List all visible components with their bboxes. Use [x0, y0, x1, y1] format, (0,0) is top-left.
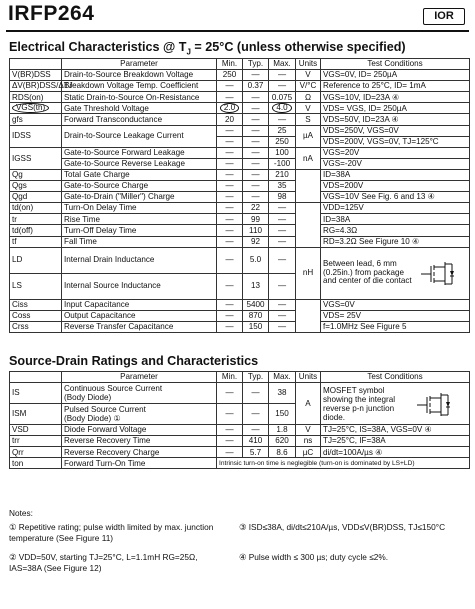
elec-typ: 150 — [243, 321, 269, 332]
source-drain-table — [9, 371, 470, 469]
elec-test-condition: VGS=-20V — [321, 158, 470, 169]
elec-header-2: Typ. — [243, 59, 269, 70]
sd-units: µC — [296, 447, 321, 458]
sd-header-5: Test Conditions — [321, 372, 470, 383]
elec-symbol: td(off) — [10, 225, 62, 236]
elec-header-4: Units — [296, 59, 321, 70]
sd-header-row — [10, 372, 470, 383]
sd-row — [10, 425, 470, 436]
elec-typ: — — [243, 92, 269, 103]
elec-units: nA — [296, 147, 321, 169]
elec-min: — — [217, 92, 243, 103]
elec-max: — — [269, 310, 296, 321]
note-1: ① Repetitive rating; pulse width limited by max. junction temperature (See Figure 11) — [9, 522, 214, 543]
elec-min: — — [217, 81, 243, 92]
elec-test-condition: RG=4.3Ω — [321, 225, 470, 236]
elec-max: — — [269, 321, 296, 332]
elec-typ: — — [243, 114, 269, 125]
elec-typ: — — [243, 192, 269, 203]
elec-units: µA — [296, 125, 321, 147]
elec-min: — — [217, 225, 243, 236]
sd-units: ns — [296, 436, 321, 447]
sd-symbol: trr — [10, 436, 62, 447]
elec-parameter: Gate-to-Source Reverse Leakage — [62, 158, 217, 169]
elec-title-a: Electrical Characteristics @ T — [9, 40, 187, 54]
electrical-characteristics-table — [9, 58, 470, 333]
elec-row — [10, 236, 470, 247]
elec-typ: — — [243, 136, 269, 147]
elec-symbol: Crss — [10, 321, 62, 332]
sd-header-symbol — [10, 372, 62, 383]
elec-parameter: Fall Time — [62, 236, 217, 247]
elec-test-condition: VGS=20V — [321, 147, 470, 158]
elec-parameter: Gate-to-Source Forward Leakage — [62, 147, 217, 158]
sd-parameter — [62, 383, 217, 404]
elec-title-sub: J — [186, 47, 191, 57]
elec-parameter: Gate-to-Drain ("Miller") Charge — [62, 192, 217, 203]
sd-typ: 5.7 — [243, 447, 269, 458]
elec-min: — — [217, 203, 243, 214]
elec-symbol: ΔV(BR)DSS/ΔTJ — [10, 81, 62, 92]
elec-test-condition: VGS=0V, ID= 250µA — [321, 70, 470, 81]
vgs-th-max-highlight: 4.0 — [272, 103, 291, 113]
elec-min: — — [217, 181, 243, 192]
elec-symbol: LD — [10, 247, 62, 273]
elec-typ: — — [243, 103, 269, 114]
mosfet-symbol-icon — [419, 260, 459, 286]
sd-test-condition: di/dt=100A/µs ④ — [321, 447, 470, 458]
elec-parameter: Internal Source Inductance — [62, 273, 217, 299]
elec-max: — — [269, 203, 296, 214]
elec-row — [10, 310, 470, 321]
elec-typ: — — [243, 158, 269, 169]
sd-min: — — [217, 447, 243, 458]
elec-test-condition: VGS=10V, ID=23A ④ — [321, 92, 470, 103]
elec-min: — — [217, 136, 243, 147]
sd-units: A — [296, 383, 321, 425]
elec-max: 25 — [269, 125, 296, 136]
elec-row — [10, 321, 470, 332]
elec-test-condition: VGS=0V — [321, 299, 470, 310]
elec-symbol: RDS(on) — [10, 92, 62, 103]
elec-max: -100 — [269, 158, 296, 169]
elec-header-1: Min. — [217, 59, 243, 70]
elec-min: — — [217, 158, 243, 169]
elec-title-b: = 25°C (unless otherwise specified) — [190, 40, 406, 54]
elec-typ: 5.0 — [243, 247, 269, 273]
sd-header-1: Min. — [217, 372, 243, 383]
mosfet-symbol-icon — [415, 391, 455, 417]
sd-min: — — [217, 404, 243, 425]
elec-row — [10, 158, 470, 169]
sd-symbol: ton — [10, 458, 62, 469]
elec-max: — — [269, 70, 296, 81]
sd-test-condition: TJ=25°C, IS=38A, VGS=0V ④ — [321, 425, 470, 436]
ior-logo: IOR — [423, 8, 465, 25]
sd-max: 1.8 — [269, 425, 296, 436]
elec-parameter: Static Drain-to-Source On-Resistance — [62, 92, 217, 103]
elec-max: 35 — [269, 181, 296, 192]
elec-row — [10, 147, 470, 158]
elec-max — [269, 103, 296, 114]
elec-test-condition: VDS= VGS, ID= 250µA — [321, 103, 470, 114]
elec-units: V/°C — [296, 81, 321, 92]
sd-test-condition: TJ=25°C, IF=38A — [321, 436, 470, 447]
page-header — [6, 2, 469, 32]
elec-min: — — [217, 273, 243, 299]
elec-row — [10, 169, 470, 180]
elec-units: Ω — [296, 92, 321, 103]
elec-parameter: Turn-On Delay Time — [62, 203, 217, 214]
elec-test-condition: VDS=250V, VGS=0V — [321, 125, 470, 136]
elec-max: — — [269, 81, 296, 92]
elec-min: — — [217, 214, 243, 225]
sd-symbol: IS — [10, 383, 62, 404]
elec-max: 98 — [269, 192, 296, 203]
sd-typ: — — [243, 383, 269, 404]
sd-mosfet-condition — [321, 383, 470, 425]
elec-units — [296, 299, 321, 332]
elec-test-condition: Reference to 25°C, ID= 1mA — [321, 81, 470, 92]
elec-test-condition: ID=38A — [321, 214, 470, 225]
elec-units: nH — [296, 247, 321, 299]
elec-parameter: Turn-Off Delay Time — [62, 225, 217, 236]
elec-min: 250 — [217, 70, 243, 81]
elec-symbol: gfs — [10, 114, 62, 125]
sd-header-4: Units — [296, 372, 321, 383]
sd-typ: — — [243, 404, 269, 425]
sd-min: — — [217, 383, 243, 404]
elec-test-condition: VDS=50V, ID=23A ④ — [321, 114, 470, 125]
elec-row — [10, 192, 470, 203]
elec-parameter: Breakdown Voltage Temp. Coefficient — [62, 81, 217, 92]
sd-header-0: Parameter — [62, 372, 217, 383]
source-drain-title: Source-Drain Ratings and Characteristics — [9, 354, 259, 368]
elec-max: 100 — [269, 147, 296, 158]
elec-parameter: Drain-to-Source Leakage Current — [62, 125, 217, 147]
sd-row — [10, 458, 470, 469]
elec-typ: — — [243, 169, 269, 180]
elec-parameter: Rise Time — [62, 214, 217, 225]
elec-row — [10, 225, 470, 236]
elec-typ: — — [243, 147, 269, 158]
elec-max: 210 — [269, 169, 296, 180]
elec-max: 250 — [269, 136, 296, 147]
elec-row — [10, 203, 470, 214]
elec-typ: 22 — [243, 203, 269, 214]
elec-row — [10, 92, 470, 103]
elec-symbol: LS — [10, 273, 62, 299]
elec-min: — — [217, 125, 243, 136]
elec-units — [296, 169, 321, 202]
elec-min: — — [217, 247, 243, 273]
elec-typ: 110 — [243, 225, 269, 236]
elec-typ: 0.37 — [243, 81, 269, 92]
elec-units: V — [296, 70, 321, 81]
elec-typ: 870 — [243, 310, 269, 321]
elec-parameter: Gate-to-Source Charge — [62, 181, 217, 192]
sd-header-2: Typ. — [243, 372, 269, 383]
elec-test-condition: VGS=10V See Fig. 6 and 13 ④ — [321, 192, 470, 203]
elec-test-condition: VDD=125V — [321, 203, 470, 214]
elec-symbol: IDSS — [10, 125, 62, 147]
elec-min: — — [217, 169, 243, 180]
elec-min: — — [217, 192, 243, 203]
sd-units: V — [296, 425, 321, 436]
elec-typ: 92 — [243, 236, 269, 247]
elec-symbol: Qgd — [10, 192, 62, 203]
mosfet-symbol-label: MOSFET symbol — [323, 385, 385, 395]
sd-max: 620 — [269, 436, 296, 447]
elec-max: — — [269, 114, 296, 125]
elec-max: — — [269, 214, 296, 225]
sd-typ: — — [243, 425, 269, 436]
elec-header-row — [10, 59, 470, 70]
elec-max: — — [269, 247, 296, 273]
sd-max: 38 — [269, 383, 296, 404]
elec-test-condition: RD=3.2Ω See Figure 10 ④ — [321, 236, 470, 247]
elec-typ: 13 — [243, 273, 269, 299]
sd-parameter-line1: Reverse Recovery Time — [64, 436, 151, 446]
elec-max: 0.075 — [269, 92, 296, 103]
elec-test-condition: ID=38A — [321, 169, 470, 180]
elec-typ: — — [243, 70, 269, 81]
elec-test-condition: VDS= 25V — [321, 310, 470, 321]
elec-symbol: Ciss — [10, 299, 62, 310]
elec-max: — — [269, 225, 296, 236]
elec-parameter: Drain-to-Source Breakdown Voltage — [62, 70, 217, 81]
elec-typ: 99 — [243, 214, 269, 225]
sd-parameter — [62, 436, 217, 447]
elec-min: — — [217, 321, 243, 332]
elec-parameter: Reverse Transfer Capacitance — [62, 321, 217, 332]
elec-symbol: V(BR)DSS — [10, 70, 62, 81]
note-2: ② VDD=50V, starting TJ=25°C, L=1.1mH RG=25Ω, IAS=38A (See Figure 12) — [9, 552, 198, 573]
elec-units — [296, 203, 321, 247]
elec-symbol: td(on) — [10, 203, 62, 214]
elec-test-condition: VDS=200V, VGS=0V, TJ=125°C — [321, 136, 470, 147]
elec-typ: 5400 — [243, 299, 269, 310]
elec-test-condition: VDS=200V — [321, 181, 470, 192]
elec-header-5: Test Conditions — [321, 59, 470, 70]
sd-min: — — [217, 436, 243, 447]
elec-header-3: Max. — [269, 59, 296, 70]
sd-max: 8.6 — [269, 447, 296, 458]
elec-symbol — [10, 103, 62, 114]
elec-typ: — — [243, 181, 269, 192]
elec-symbol: IGSS — [10, 147, 62, 169]
sd-symbol: VSD — [10, 425, 62, 436]
elec-min: — — [217, 236, 243, 247]
sd-parameter-line1: Continuous Source Current — [64, 383, 163, 393]
sd-parameter-line2: (Body Diode) — [64, 393, 112, 403]
sd-parameter: Forward Turn-On Time — [62, 458, 217, 469]
integral-diode-label: showing the integral reverse p-n junction diode. — [323, 394, 395, 422]
elec-parameter: Total Gate Charge — [62, 169, 217, 180]
elec-max: — — [269, 299, 296, 310]
elec-parameter: Forward Transconductance — [62, 114, 217, 125]
electrical-characteristics-title — [9, 40, 406, 57]
elec-row — [10, 247, 470, 273]
elec-row — [10, 103, 470, 114]
elec-symbol: tf — [10, 236, 62, 247]
vgs-th-highlight: VGS(th) — [12, 103, 49, 113]
elec-min: — — [217, 299, 243, 310]
elec-header-0: Parameter — [62, 59, 217, 70]
sd-parameter — [62, 447, 217, 458]
sd-parameter — [62, 425, 217, 436]
elec-symbol: Coss — [10, 310, 62, 321]
elec-min: 20 — [217, 114, 243, 125]
sd-min: — — [217, 425, 243, 436]
elec-min: — — [217, 147, 243, 158]
elec-row — [10, 214, 470, 225]
note-4: ④ Pulse width ≤ 300 µs; duty cycle ≤2%. — [239, 552, 389, 562]
part-number: IRFP264 — [8, 2, 95, 25]
sd-parameter-line1: Pulsed Source Current — [64, 404, 146, 414]
sd-row — [10, 383, 470, 404]
elec-row — [10, 70, 470, 81]
sd-symbol: ISM — [10, 404, 62, 425]
sd-header-3: Max. — [269, 372, 296, 383]
sd-parameter-line1: Diode Forward Voltage — [64, 425, 147, 435]
note-3: ③ ISD≤38A, di/dt≤210A/µs, VDD≤V(BR)DSS, TJ≤150°C — [239, 522, 446, 532]
elec-parameter: Output Capacitance — [62, 310, 217, 321]
sd-turn-on-note: Intrinsic turn-on time is neglegible (turn-on is dominated by LS+LD) — [217, 458, 470, 469]
sd-parameter — [62, 404, 217, 425]
elec-symbol: Qg — [10, 169, 62, 180]
elec-row — [10, 181, 470, 192]
vgs-th-min-highlight: 2.0 — [220, 103, 239, 113]
elec-row — [10, 299, 470, 310]
sd-symbol: Qrr — [10, 447, 62, 458]
elec-row — [10, 125, 470, 136]
sd-max: 150 — [269, 404, 296, 425]
elec-test-condition: f=1.0MHz See Figure 5 — [321, 321, 470, 332]
sd-row — [10, 447, 470, 458]
elec-symbol: Qgs — [10, 181, 62, 192]
elec-min — [217, 103, 243, 114]
elec-test-condition — [321, 247, 470, 299]
sd-parameter-line1: Reverse Recovery Charge — [64, 447, 160, 457]
elec-row — [10, 114, 470, 125]
elec-row — [10, 81, 470, 92]
elec-max: — — [269, 273, 296, 299]
elec-header-symbol — [10, 59, 62, 70]
elec-units: S — [296, 114, 321, 125]
elec-max: — — [269, 236, 296, 247]
elec-typ: — — [243, 125, 269, 136]
elec-parameter: Gate Threshold Voltage — [62, 103, 217, 114]
elec-units: V — [296, 103, 321, 114]
inductance-note: Between lead, 6 mm (0.25in.) from package and center of die contact — [323, 259, 412, 286]
elec-symbol: tr — [10, 214, 62, 225]
elec-parameter: Input Capacitance — [62, 299, 217, 310]
sd-parameter-line2: (Body Diode) ① — [64, 414, 121, 424]
elec-min: — — [217, 310, 243, 321]
sd-typ: 410 — [243, 436, 269, 447]
elec-parameter: Internal Drain Inductance — [62, 247, 217, 273]
notes-heading: Notes: — [9, 508, 33, 518]
sd-row — [10, 436, 470, 447]
